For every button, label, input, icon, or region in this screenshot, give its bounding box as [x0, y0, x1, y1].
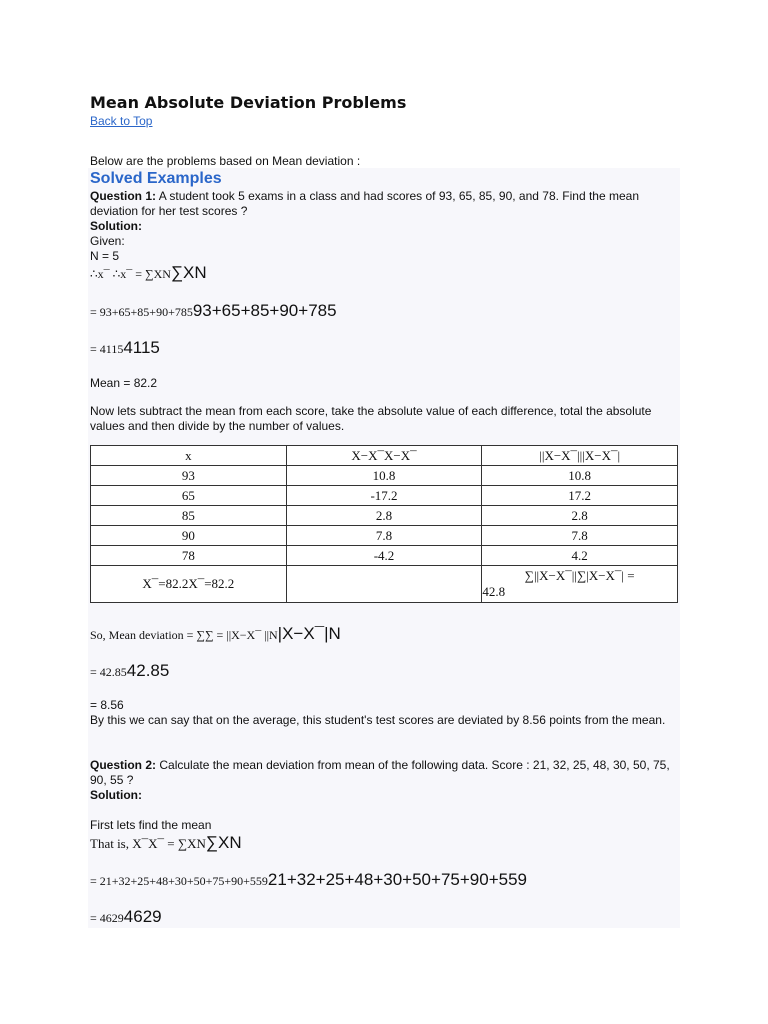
- first-mean-text: First lets find the mean: [90, 818, 212, 832]
- table-row: [91, 546, 678, 566]
- equation-small: = 4115: [90, 342, 124, 356]
- table-cell: 2.8: [482, 506, 678, 526]
- table-header-cell: X−X¯X−X¯: [286, 446, 482, 466]
- table-row: [91, 526, 678, 546]
- question-1-text: A student took 5 exams in a class and had scores of 93, 65, 85, 90, and 78. Find the mean deviation for her test scores ?: [90, 189, 639, 218]
- table-header-cell: ||X−X¯|||X−X¯|: [482, 446, 678, 466]
- conclusion-text: By this we can say that on the average, this student's test scores are deviated by 8.56 points from the mean.: [90, 713, 666, 727]
- equation-large: 21+32+25+48+30+50+75+90+559: [267, 870, 527, 889]
- equation-large: 93+65+85+90+785: [192, 301, 337, 320]
- question-1-label: Question 1:: [90, 189, 157, 203]
- table-cell: 78: [91, 546, 287, 566]
- solution-2-label: Solution:: [90, 788, 142, 802]
- question-2-label: Question 2:: [90, 758, 157, 772]
- back-to-top-link[interactable]: Back to Top: [90, 114, 153, 128]
- table-row: [91, 466, 678, 486]
- equation-large: 4629: [123, 907, 162, 926]
- table-cell: 2.8: [286, 506, 482, 526]
- solution-1-label: Solution:: [90, 219, 142, 233]
- equation-small: That is, X¯X¯ = ∑XN: [90, 836, 206, 851]
- total-sum-formula: ∑||X−X¯||∑|X−X¯| =: [524, 568, 635, 583]
- table-cell: 65: [91, 486, 287, 506]
- equation-mean-formula: [90, 265, 675, 282]
- table-header-row: [91, 446, 678, 466]
- table-cell: -17.2: [286, 486, 482, 506]
- equation-sum: [90, 303, 675, 320]
- table-cell: 10.8: [482, 466, 678, 486]
- equation-small: So, Mean deviation = ∑∑ = ||X−X¯ ||N: [90, 628, 278, 642]
- table-cell: 4.2: [482, 546, 678, 566]
- equation-small: = 21+32+25+48+30+50+75+90+559: [90, 874, 268, 888]
- equation-small: ∴x¯ ∴x¯ = ∑XN: [90, 267, 171, 281]
- table-total-sum-cell: [482, 566, 678, 603]
- equation-small: = 42.85: [90, 665, 127, 679]
- mean-deviation-formula: [90, 626, 675, 643]
- equation-large: ∑XN: [170, 263, 207, 282]
- page-title: Mean Absolute Deviation Problems: [90, 93, 407, 112]
- table-cell: 93: [91, 466, 287, 486]
- equation-large: ∑XN: [205, 833, 242, 852]
- table-row: [91, 486, 678, 506]
- question-1: [90, 189, 675, 219]
- table-cell: 7.8: [482, 526, 678, 546]
- table-cell: 85: [91, 506, 287, 526]
- table-cell: 90: [91, 526, 287, 546]
- mean-deviation-fraction: [90, 663, 675, 680]
- table-header-cell: x: [91, 446, 287, 466]
- question-2-text: Calculate the mean deviation from mean of the following data. Score : 21, 32, 25, 48, 30, 50, 75, 90, 55 ?: [90, 758, 670, 787]
- table-total-mean-cell: X¯=82.2X¯=82.2: [91, 566, 287, 603]
- table-total-row: [91, 566, 678, 603]
- table-cell: 10.8: [286, 466, 482, 486]
- question-2: [90, 758, 675, 788]
- equation-small: = 4629: [90, 911, 124, 925]
- total-sum-value: 42.8: [482, 584, 506, 599]
- mean-deviation-result: = 8.56: [90, 698, 124, 712]
- solved-examples-heading: Solved Examples: [90, 170, 222, 187]
- equation-small: = 93+65+85+90+785: [90, 305, 193, 319]
- mean-value: Mean = 82.2: [90, 376, 158, 390]
- table-empty-cell: [286, 566, 482, 603]
- deviation-table: [90, 445, 678, 603]
- table-row: [91, 506, 678, 526]
- given-label: Given:: [90, 234, 125, 248]
- q2-equation-total: [90, 909, 675, 926]
- equation-large: 42.85: [126, 661, 170, 680]
- q2-equation-sum: [90, 872, 675, 889]
- q2-mean-formula: [90, 835, 675, 852]
- table-cell: 7.8: [286, 526, 482, 546]
- intro-text: Below are the problems based on Mean deviation :: [90, 154, 361, 168]
- equation-large: 4115: [123, 338, 160, 357]
- n-value: N = 5: [90, 249, 120, 263]
- table-cell: 17.2: [482, 486, 678, 506]
- equation-total: [90, 340, 675, 357]
- table-cell: -4.2: [286, 546, 482, 566]
- explanation-text: Now lets subtract the mean from each score, take the absolute value of each difference, total the absolute values and then divide by the number of values.: [90, 404, 652, 433]
- equation-large: |X−X¯|N: [277, 624, 341, 643]
